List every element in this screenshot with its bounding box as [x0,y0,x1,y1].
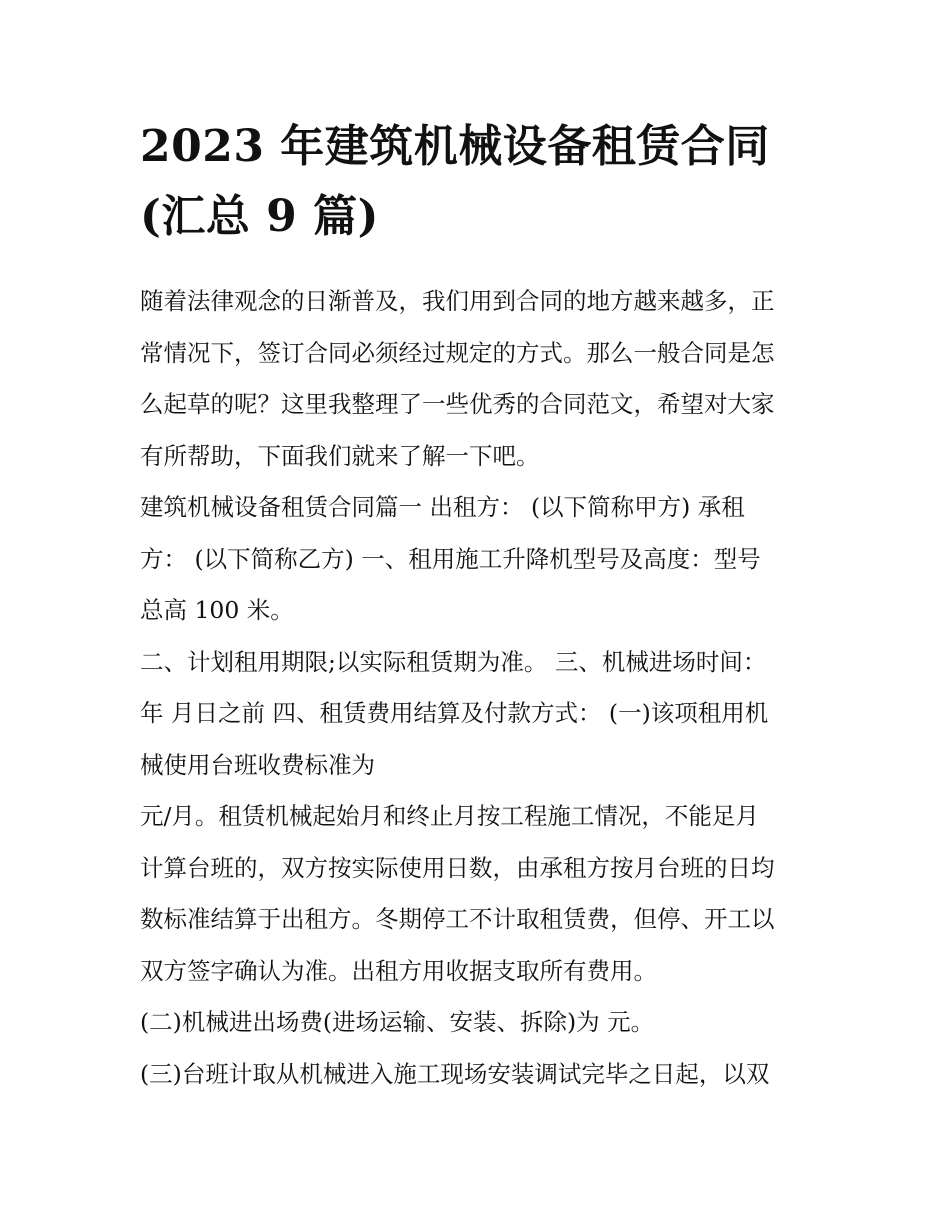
text-line: 方： (以下简称乙方) 一、租用施工升降机型号及高度：型号 [140,544,761,573]
title-line: 2023 年建筑机械设备租赁合同 [140,121,770,172]
paragraph-entry-fee [140,997,820,1049]
text-line: 总高 100 米。 [140,596,294,624]
text-line: 么起草的呢？这里我整理了一些优秀的合同范文，希望对大家 [140,390,775,418]
text-line: 械使用台班收费标准为 [140,750,375,779]
text-line: 二、计划租用期限;以实际租赁期为准。 三、机械进场时间： [140,647,767,676]
text-line: 双方签字确认为准。出租方用收据支取所有费用。 [140,956,657,985]
document-title [140,112,820,252]
text-line: 常情况下，签订合同必须经过规定的方式。那么一般合同是怎 [140,338,775,367]
text-line: (二)机械进出场费(进场运输、安装、拆除)为 元。 [140,1008,655,1036]
text-line: 年 月日之前 四、租赁费用结算及付款方式： (一)该项租用机 [140,699,769,727]
text-line: 元/月。租赁机械起始月和终止月按工程施工情况，不能足月 [140,802,759,830]
text-line: 有所帮助，下面我们就来了解一下吧。 [140,441,540,470]
text-line: 建筑机械设备租赁合同篇一 出租方： (以下简称甲方) 承租 [140,493,745,521]
title-line: (汇总 9 篇) [140,191,379,242]
paragraph-shift-billing [140,1049,820,1101]
text-line: (三)台班计取从机械进入施工现场安装调试完毕之日起，以双 [140,1059,770,1088]
text-line: 随着法律观念的日渐普及，我们用到合同的地方越来越多，正 [140,287,775,315]
paragraph-contract-parties [140,482,820,637]
text-line: 数标准结算于出租方。冬期停工不计取租赁费，但停、开工以 [140,905,775,933]
paragraph-intro [140,276,820,482]
text-line: 计算台班的，双方按实际使用日数，由承租方按月台班的日均 [140,853,775,882]
paragraph-fee-settlement [140,791,820,997]
paragraph-lease-term [140,637,820,792]
document-body [140,276,820,1100]
